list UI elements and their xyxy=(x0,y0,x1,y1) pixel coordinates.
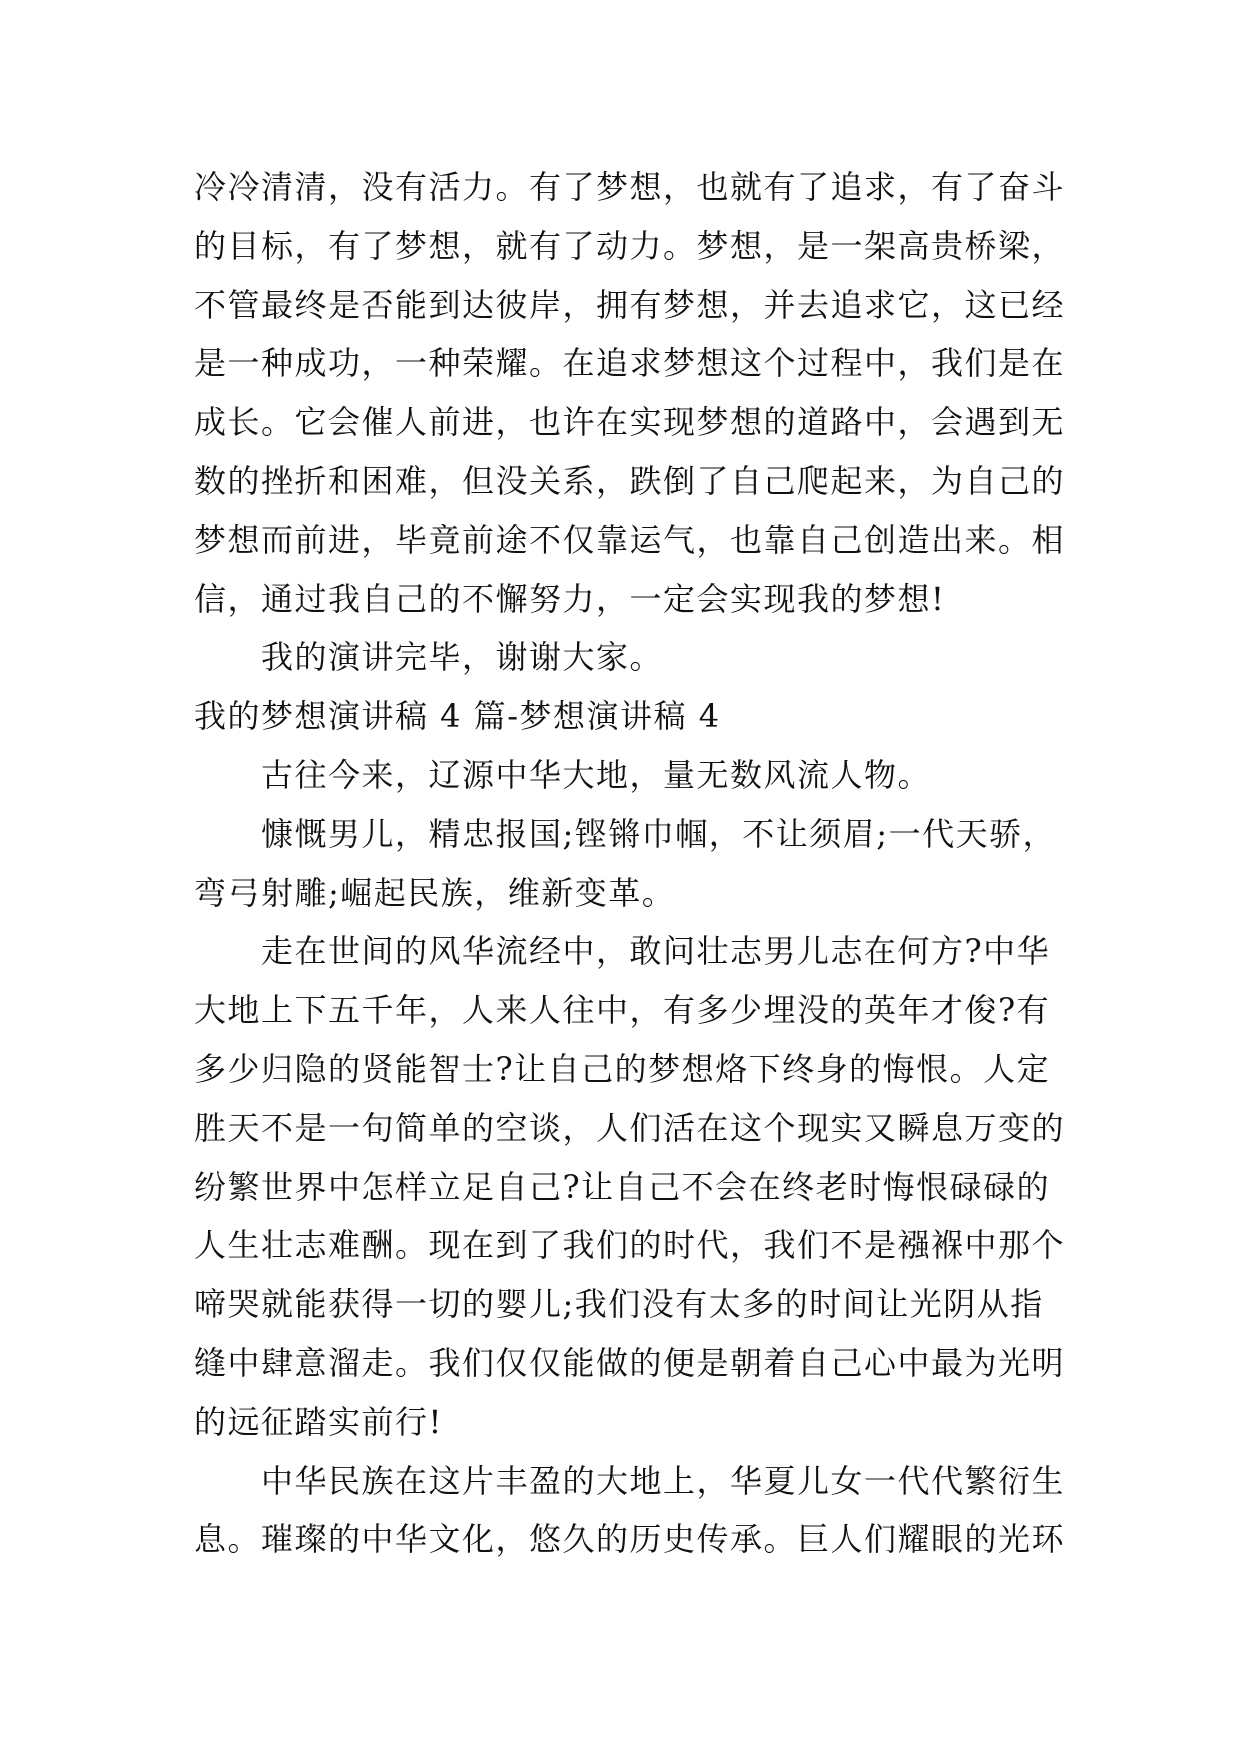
page-body xyxy=(194,158,1084,1569)
continued-paragraph xyxy=(194,158,1084,628)
text-line: 慷慨男儿，精忠报国;铿锵巾帼，不让须眉;一代天骄， xyxy=(261,814,1057,853)
text-line: 的目标，有了梦想，就有了动力。梦想，是一架高贵桥梁， xyxy=(194,226,1066,265)
text-line: 不管最终是否能到达彼岸，拥有梦想，并去追求它，这已经 xyxy=(194,285,1066,324)
text-line: 走在世间的风华流经中，敢问壮志男儿志在何方?中华 xyxy=(261,932,1051,971)
paragraph-4 xyxy=(194,1452,1084,1570)
text-line: 人生壮志难酬。现在到了我们的时代，我们不是襁褓中那个 xyxy=(194,1226,1066,1265)
text-line: 我的演讲完毕，谢谢大家。 xyxy=(261,638,664,677)
text-line: 是一种成功，一种荣耀。在追求梦想这个过程中，我们是在 xyxy=(194,344,1066,383)
section-title xyxy=(194,687,1084,746)
text-line: 的远征踏实前行! xyxy=(194,1402,443,1441)
text-line: 冷冷清清，没有活力。有了梦想，也就有了追求，有了奋斗 xyxy=(194,168,1066,206)
text-line: 纷繁世界中怎样立足自己?让自己不会在终老时悔恨碌碌的 xyxy=(194,1167,1051,1206)
text-line: 数的挫折和困难，但没关系，跌倒了自己爬起来，为自己的 xyxy=(194,461,1066,500)
text-line: 成长。它会催人前进，也许在实现梦想的道路中，会遇到无 xyxy=(194,403,1066,442)
text-line: 大地上下五千年，人来人往中，有多少埋没的英年才俊?有 xyxy=(194,991,1051,1030)
text-line: 啼哭就能获得一切的婴儿;我们没有太多的时间让光阴从指 xyxy=(194,1285,1044,1324)
text-line: 梦想而前进，毕竟前途不仅靠运气，也靠自己创造出来。相 xyxy=(194,520,1066,559)
text-line: 缝中肆意溜走。我们仅仅能做的便是朝着自己心中最为光明 xyxy=(194,1343,1066,1382)
closing-paragraph xyxy=(194,628,1084,687)
text-line: 多少归隐的贤能智士?让自己的梦想烙下终身的悔恨。人定 xyxy=(194,1049,1051,1088)
section-title-text: 我的梦想演讲稿 4 篇-梦想演讲稿 4 xyxy=(194,697,721,736)
paragraph-1 xyxy=(194,746,1084,805)
text-line: 古往今来，辽源中华大地，量无数风流人物。 xyxy=(261,755,932,794)
paragraph-3 xyxy=(194,922,1084,1451)
text-line: 信，通过我自己的不懈努力，一定会实现我的梦想! xyxy=(194,579,946,618)
text-line: 中华民族在这片丰盈的大地上，华夏儿女一代代繁衍生 xyxy=(261,1461,1066,1500)
text-line: 胜天不是一句简单的空谈，人们活在这个现实又瞬息万变的 xyxy=(194,1108,1066,1147)
paragraph-2 xyxy=(194,805,1084,923)
text-line: 息。璀璨的中华文化，悠久的历史传承。巨人们耀眼的光环 xyxy=(194,1520,1066,1559)
text-line: 弯弓射雕;崛起民族，维新变革。 xyxy=(194,873,676,912)
